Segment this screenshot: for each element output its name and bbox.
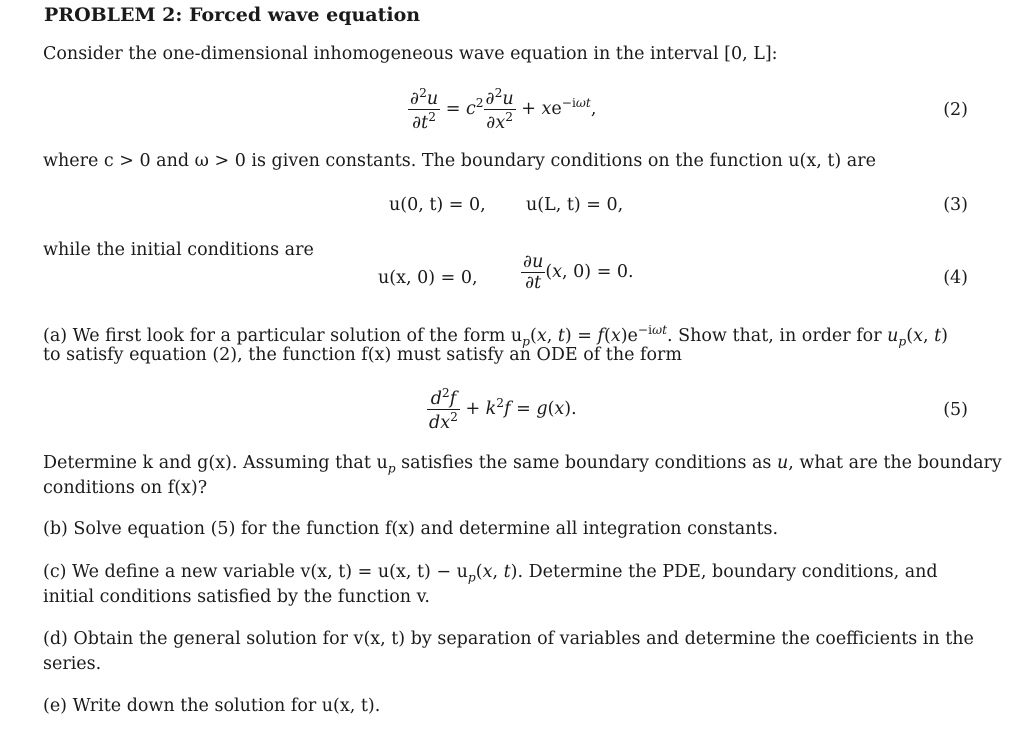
equation-5: $\frac{d^2f}{dx^2}$ + $k^2f = g(x)$. [429,386,577,433]
part-a-line-2: to satisfy equation (2), the function f(x) must satisfy an ODE of the form [43,345,683,365]
initial-conditions-text: while the initial conditions are [43,240,314,260]
equation-4-number: (4) [943,268,968,288]
part-d-line-2: series. [43,654,102,674]
problem-title: PROBLEM 2: Forced wave equation [44,4,421,26]
equation-3-number: (3) [943,195,968,215]
equation-5-number: (5) [943,400,968,420]
equation-4-left: u(x, 0) = 0, [378,268,478,288]
part-d-line-1: (d) Obtain the general solution for v(x, t) by separation of variables and determine the coefficients in the [43,629,974,649]
part-c-line-1: (c) We define a new variable v(x, t) = u(x, $t) - u_p(x$, t). Determine the PDE, boundary conditions, and [43,562,938,585]
equation-2-number: (2) [943,100,968,120]
intro-text: Consider the one-dimensional inhomogeneous wave equation in the interval [0, L]: [43,44,778,64]
part-c-line-2: initial conditions satisfied by the function v. [43,587,430,607]
equation-3-right: u(L, t) = 0, [526,195,624,215]
boundary-intro-text: where c > 0 and ω > 0 is given constants. The boundary conditions on the function u(x, t) are [43,151,876,171]
part-a-line-1: (a) We first look for a particular solution of the form $u_p(x$, $t) = f(x)e^{-i\omega t}$. Show that, in order for $u_p(x$, t) [43,323,948,349]
determine-line-1: Determine k and g(x). Assuming that $u_p$ satisfies the same boundary conditions as u, what are the boundary [43,453,1002,476]
part-e: (e) Write down the solution for u(x, t). [43,696,381,716]
equation-3-left: u(0, t) = 0, [389,195,486,215]
determine-line-2: conditions on f(x)? [43,478,208,498]
part-b: (b) Solve equation (5) for the function f(x) and determine all integration constants. [43,519,779,539]
equation-2: $\frac{\partial^2u}{\partial t^2}$ = $c^2$ $\frac{\partial^2u}{\partial x^2}$ + $xe^{-i\omega t}$, [410,86,597,133]
equation-4-right: $\frac{\partial u}{\partial t}$ (x, 0) = 0. [523,252,634,294]
